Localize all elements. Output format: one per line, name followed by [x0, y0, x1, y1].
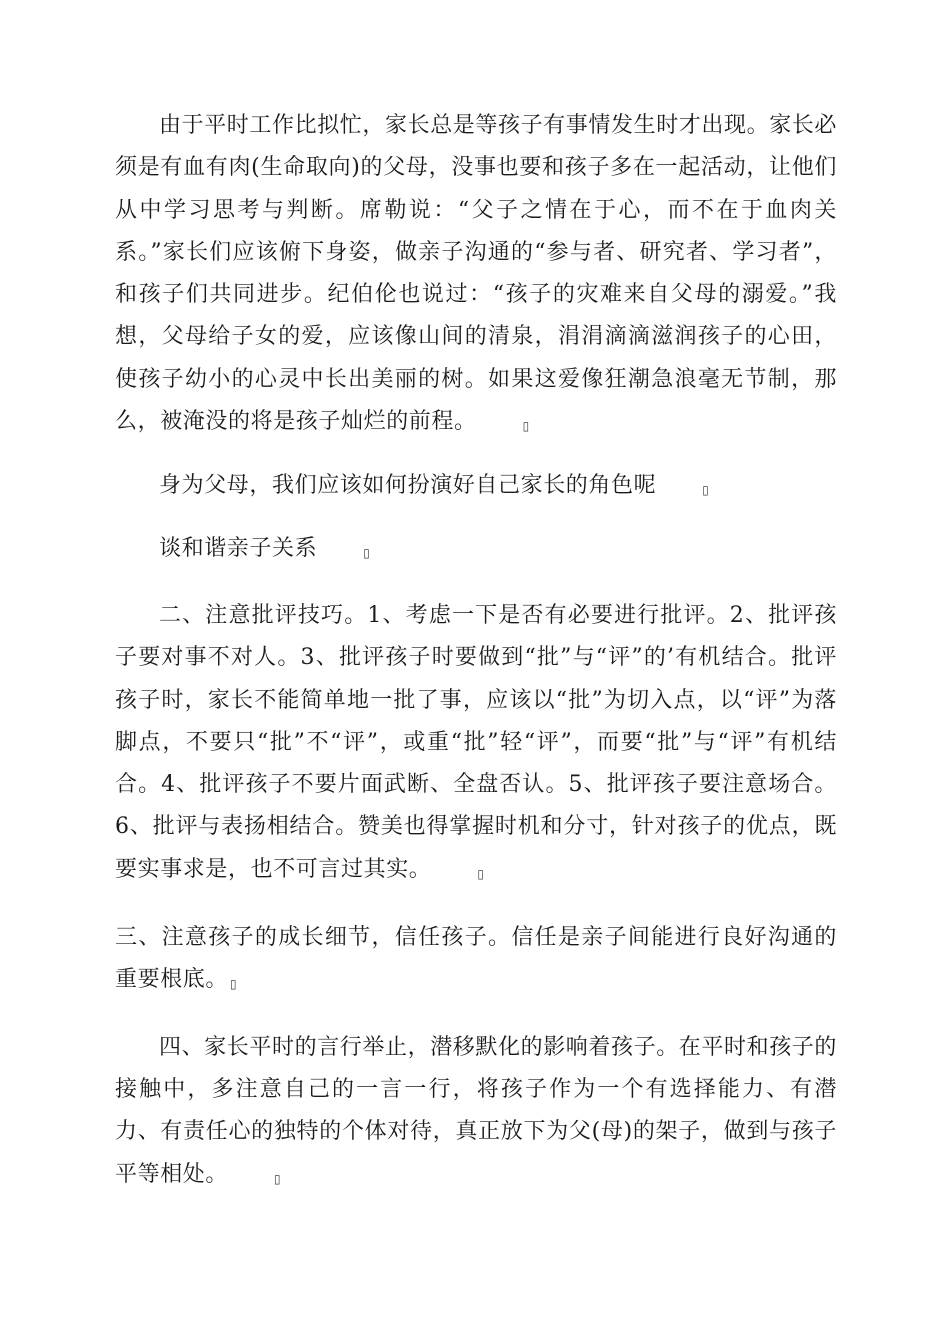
- placeholder-glyph-icon: ▯: [702, 483, 710, 498]
- paragraph-criticism-skills: [115, 595, 837, 891]
- placeholder-glyph-icon: ▯: [477, 866, 485, 881]
- paragraph-parent-role-question: [115, 465, 837, 507]
- paragraph-text: 谈和谐亲子关系: [159, 535, 318, 561]
- placeholder-glyph-icon: ▯: [522, 419, 530, 434]
- placeholder-glyph-icon: ▯: [363, 545, 371, 560]
- paragraph-parenting-love: [115, 105, 837, 443]
- paragraph-text: 四、家长平时的言行举止，潜移默化的影响着孩子。在平时和孩子的接触中，多注意自己的一言一行，将孩子作为一个有选择能力、有潜力、有责任心的独特的个体对待，真正放下为父(母)的架子，做到与孩子平等相处。: [115, 1034, 838, 1187]
- paragraph-text: 身为父母，我们应该如何扮演好自己家长的角色呢: [159, 473, 657, 499]
- paragraph-text: 二、注意批评技巧。1、考虑一下是否有必要进行批评。2、批评孩子要对事不对人。3、批评孩子时要做到“批”与“评”的’有机结合。批评孩子时，家长不能简单地一批了事，应该以“批”为切入点，以“评”为落脚点，不要只“批”不“评”，或重“批”轻“评”，而要“批”与“评”有机结合。4、批评孩子不要片面武断、全盘否认。5、批评孩子要注意场合。6、批评与表扬相结合。赞美也得掌握时机和分寸，针对孩子的优点，既要实事求是，也不可言过其实。: [115, 602, 837, 882]
- paragraph-trust-children: [115, 917, 837, 1002]
- paragraph-text: 由于平时工作比拟忙，家长总是等孩子有事情发生时才出现。家长必须是有血有肉(生命取向)的父母，没事也要和孩子多在一起活动，让他们从中学习思考与判断。席勒说：“父子之情在于心，而不在于血肉关系。”家长们应该俯下身姿，做亲子沟通的“参与者、研究者、学习者”，和孩子们共同进步。纪伯伦也说过：“孩子的灾难来自父母的溺爱。”我想，父母给子女的爱，应该像山间的清泉，涓涓滴滴滋润孩子的心田，使孩子幼小的心灵中长出美丽的树。如果这爱像狂潮急浪毫无节制，那么，被淹没的将是孩子灿烂的前程。: [115, 113, 838, 435]
- paragraph-parent-behavior: [115, 1027, 837, 1196]
- document-body: [115, 105, 837, 1196]
- placeholder-glyph-icon: ▯: [230, 977, 238, 992]
- placeholder-glyph-icon: ▯: [274, 1171, 282, 1186]
- paragraph-heading-harmony: [115, 528, 837, 570]
- paragraph-text: 三、注意孩子的成长细节，信任孩子。信任是亲子间能进行良好沟通的重要根底。: [115, 925, 837, 993]
